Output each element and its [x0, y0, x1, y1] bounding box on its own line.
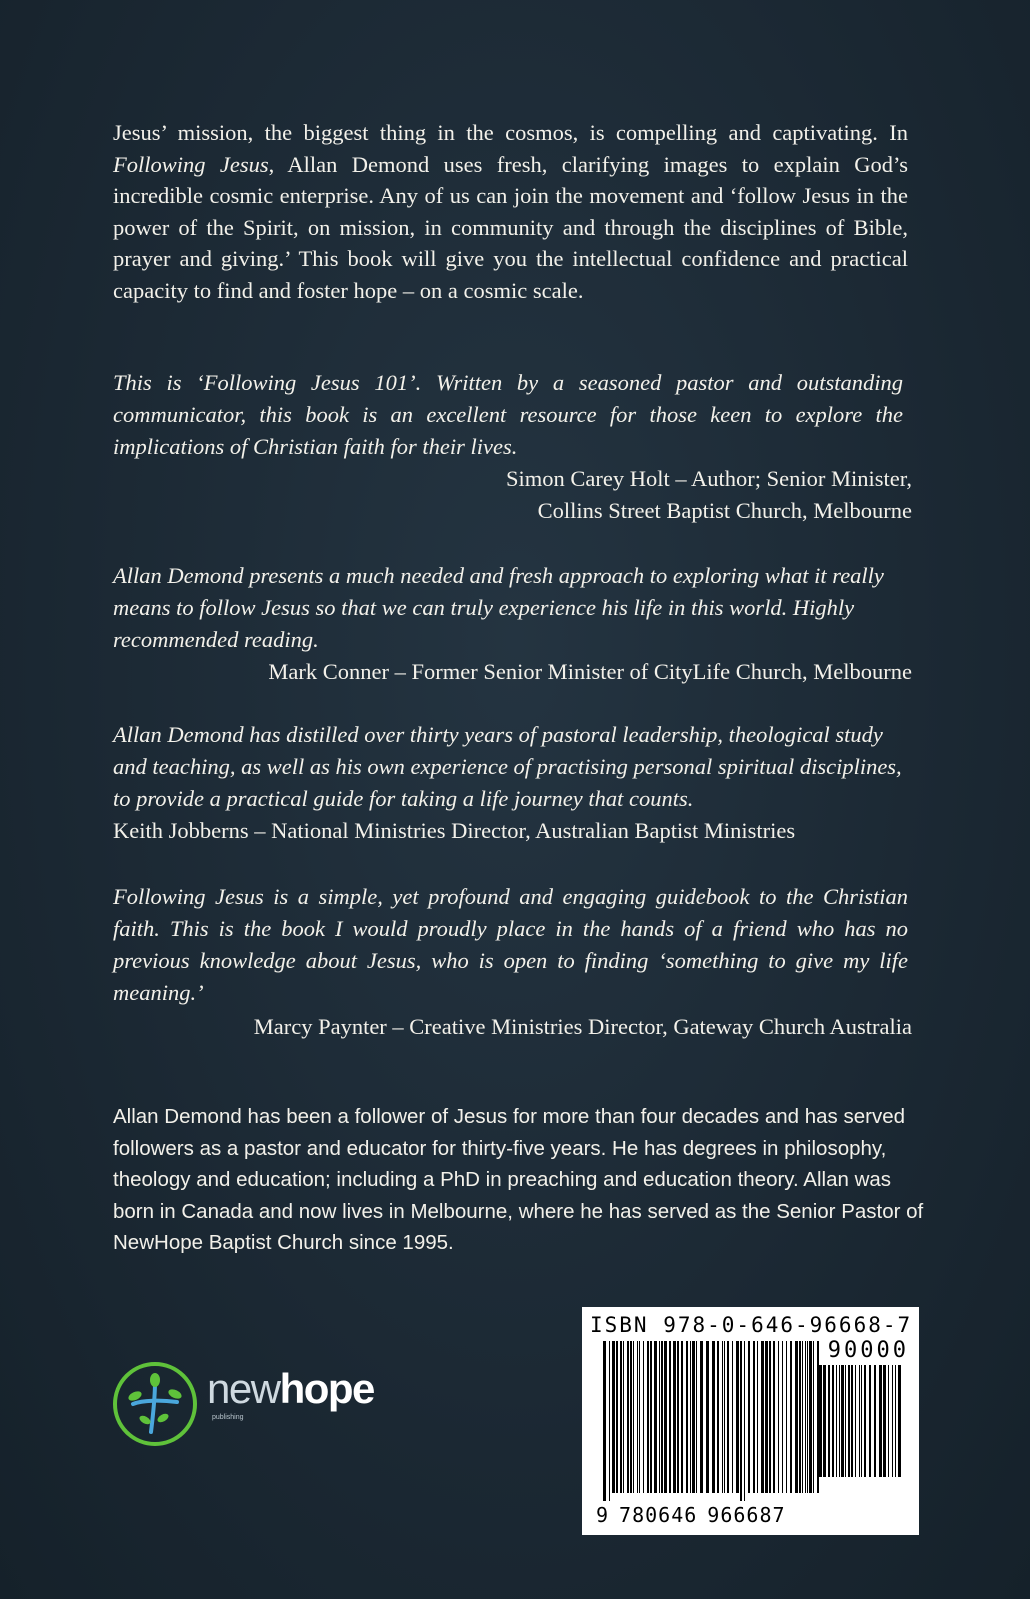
- sprout-cross-icon: [111, 1360, 201, 1450]
- barcode-bar: [706, 1341, 709, 1493]
- barcode-bar: [740, 1341, 742, 1501]
- barcode-bars: [602, 1341, 822, 1501]
- barcode-bar: [724, 1341, 725, 1493]
- barcode-bar: [620, 1341, 622, 1493]
- barcode-bar: [712, 1341, 715, 1493]
- barcode-bar: [736, 1341, 739, 1493]
- isbn-digits-group-1: 780646: [619, 1503, 698, 1527]
- barcode-bar: [727, 1341, 729, 1493]
- barcode-bar: [630, 1341, 632, 1493]
- barcode-bar: [782, 1341, 783, 1493]
- blurb-text-end: , Allan Demond uses fresh, clarifying images to explain God’s incredible cosmic enterprise. Any of us can join the movement and ‘follow Jesus in the power of the Spirit, on mission, in community and through the disciplines of Bible, prayer and giving.’ This book will give you the intellectual confidence and practical capacity to find and foster hope – on a cosmic scale.: [113, 151, 909, 303]
- barcode-bar: [612, 1341, 615, 1493]
- barcode-bar: [874, 1365, 876, 1477]
- barcode-bar: [753, 1341, 755, 1493]
- endorsement-quote-3: Allan Demond has distilled over thirty years of pastoral leadership, theological study and teaching, as well as his own experience of practising personal spiritual disciplines, to provide a practical guide for taking a life journey that counts.: [113, 722, 902, 811]
- barcode-bar: [692, 1341, 695, 1493]
- barcode-bar: [823, 1365, 826, 1477]
- endorsement-attribution-3: Keith Jobberns – National Ministries Director, Australian Baptist Ministries: [113, 818, 796, 843]
- barcode-bar: [633, 1341, 634, 1493]
- barcode-bar: [603, 1341, 606, 1501]
- barcode-bar: [673, 1341, 676, 1493]
- barcode-bar: [864, 1365, 866, 1477]
- barcode-bar: [637, 1341, 638, 1493]
- endorsement-attribution-1b: Collins Street Baptist Church, Melbourne: [537, 498, 912, 523]
- barcode-bar: [813, 1341, 814, 1493]
- barcode-bar: [748, 1341, 750, 1493]
- barcode-bar: [686, 1341, 688, 1493]
- barcode-bar: [832, 1365, 834, 1477]
- barcode-bar: [659, 1341, 660, 1493]
- barcode-bar: [623, 1341, 624, 1493]
- endorsement-quote-1: This is ‘Following Jesus 101’. Written by a seasoned pastor and outstanding communicator, this book is an excellent resource for those keen to explore the implications of Christian faith for their lives.: [113, 370, 903, 459]
- author-bio: Allan Demond has been a follower of Jesus for more than four decades and has served followers as a pastor and educator for thirty-five years. He has degrees in philosophy, theology and education; including a PhD in preaching and education theory. Allan was born in Canada and now lives in Melbourne, where he has served as the Senior Pastor of NewHope Baptist Church since 1995.: [113, 1105, 924, 1255]
- barcode-bar: [855, 1365, 856, 1477]
- barcode-bar: [795, 1341, 798, 1493]
- endorsement-quote-2: Allan Demond presents a much needed and fresh approach to exploring what it really means to follow Jesus so that we can truly experience his life in this world. Highly recommended reading.: [113, 563, 884, 652]
- barcode-bar: [639, 1341, 640, 1493]
- barcode-bar: [717, 1341, 719, 1493]
- barcode-bar: [761, 1341, 764, 1493]
- isbn-digit-first: 9: [596, 1503, 610, 1527]
- barcode-bar: [690, 1341, 691, 1493]
- publisher-logo: [111, 1360, 401, 1450]
- publisher-name-light: new: [207, 1365, 280, 1412]
- barcode-bar: [609, 1341, 610, 1501]
- blurb-text-start: Jesus’ mission, the biggest thing in the cosmos, is compelling and captivating. In: [113, 120, 908, 145]
- barcode-bar: [773, 1341, 775, 1493]
- barcode-bar: [732, 1341, 733, 1493]
- barcode-bar: [895, 1365, 896, 1477]
- endorsement-attribution-4: Marcy Paynter – Creative Ministries Director, Gateway Church Australia: [253, 1014, 912, 1039]
- barcode-bar: [845, 1365, 846, 1477]
- isbn-digits: [596, 1503, 786, 1527]
- barcode-bar: [879, 1365, 882, 1477]
- barcode-bar: [744, 1341, 745, 1501]
- barcode-bar: [888, 1365, 889, 1477]
- barcode-bar: [819, 1365, 822, 1477]
- barcode-bar: [661, 1341, 663, 1493]
- barcode-bar: [627, 1341, 629, 1493]
- barcode-bar: [643, 1341, 644, 1493]
- barcode-bar: [809, 1341, 812, 1493]
- barcode-bar: [669, 1341, 671, 1493]
- barcode-bar: [681, 1341, 683, 1493]
- barcode-bar: [647, 1341, 649, 1493]
- barcode-bar: [802, 1341, 803, 1493]
- barcode-bar: [848, 1365, 850, 1477]
- isbn-barcode: [582, 1307, 919, 1535]
- isbn-digits-group-2: 966687: [707, 1503, 786, 1527]
- barcode-bar: [817, 1365, 818, 1477]
- barcode-bar: [836, 1365, 837, 1477]
- barcode-bar: [757, 1341, 758, 1493]
- barcode-bar: [839, 1365, 840, 1477]
- barcode-bar: [778, 1341, 779, 1493]
- barcode-bar: [654, 1341, 657, 1493]
- barcode-bar: [722, 1341, 723, 1493]
- barcode-bar: [861, 1365, 862, 1477]
- barcode-bar: [841, 1365, 844, 1477]
- barcode-bar: [664, 1341, 667, 1493]
- barcode-bar: [892, 1365, 893, 1477]
- barcode-bar: [799, 1341, 801, 1493]
- barcode-bar: [805, 1341, 806, 1493]
- barcode-bar: [765, 1341, 768, 1493]
- barcode-bar: [898, 1365, 901, 1477]
- barcode-bar: [869, 1365, 871, 1477]
- barcode-bar: [859, 1365, 860, 1477]
- isbn-label: ISBN 978-0-646-96668-7: [590, 1313, 913, 1337]
- book-blurb: [113, 117, 908, 307]
- publisher-name: [207, 1365, 374, 1412]
- publisher-name-bold: hope: [279, 1365, 374, 1412]
- endorsement-attribution-2: Mark Conner – Former Senior Minister of CityLife Church, Melbourne: [268, 659, 912, 684]
- price-code: 90000: [827, 1338, 909, 1363]
- price-addon-bars: [816, 1365, 906, 1485]
- blurb-book-title: Following Jesus: [113, 151, 269, 177]
- endorsement-attribution-1a: Simon Carey Holt – Author; Senior Minister,: [506, 466, 912, 491]
- barcode-bar: [650, 1341, 652, 1493]
- barcode-bar: [696, 1341, 697, 1493]
- endorsement-quote-4: Following Jesus is a simple, yet profound and engaging guidebook to the Christian faith. This is the book I would proudly place in the hands of a friend who has no previous knowledge about Jesus, who is open to finding ‘something to give my life meaning.’: [113, 884, 908, 1005]
- barcode-bar: [786, 1341, 787, 1493]
- barcode-bar: [790, 1341, 792, 1493]
- barcode-bar: [616, 1341, 618, 1493]
- publisher-subtitle: publishing: [212, 1414, 244, 1421]
- barcode-bar: [851, 1365, 853, 1477]
- barcode-bar: [807, 1341, 808, 1493]
- barcode-bar: [677, 1341, 679, 1493]
- barcode-bar: [700, 1341, 703, 1493]
- barcode-bar: [828, 1365, 830, 1477]
- barcode-bar: [769, 1341, 771, 1493]
- barcode-bar: [883, 1365, 886, 1477]
